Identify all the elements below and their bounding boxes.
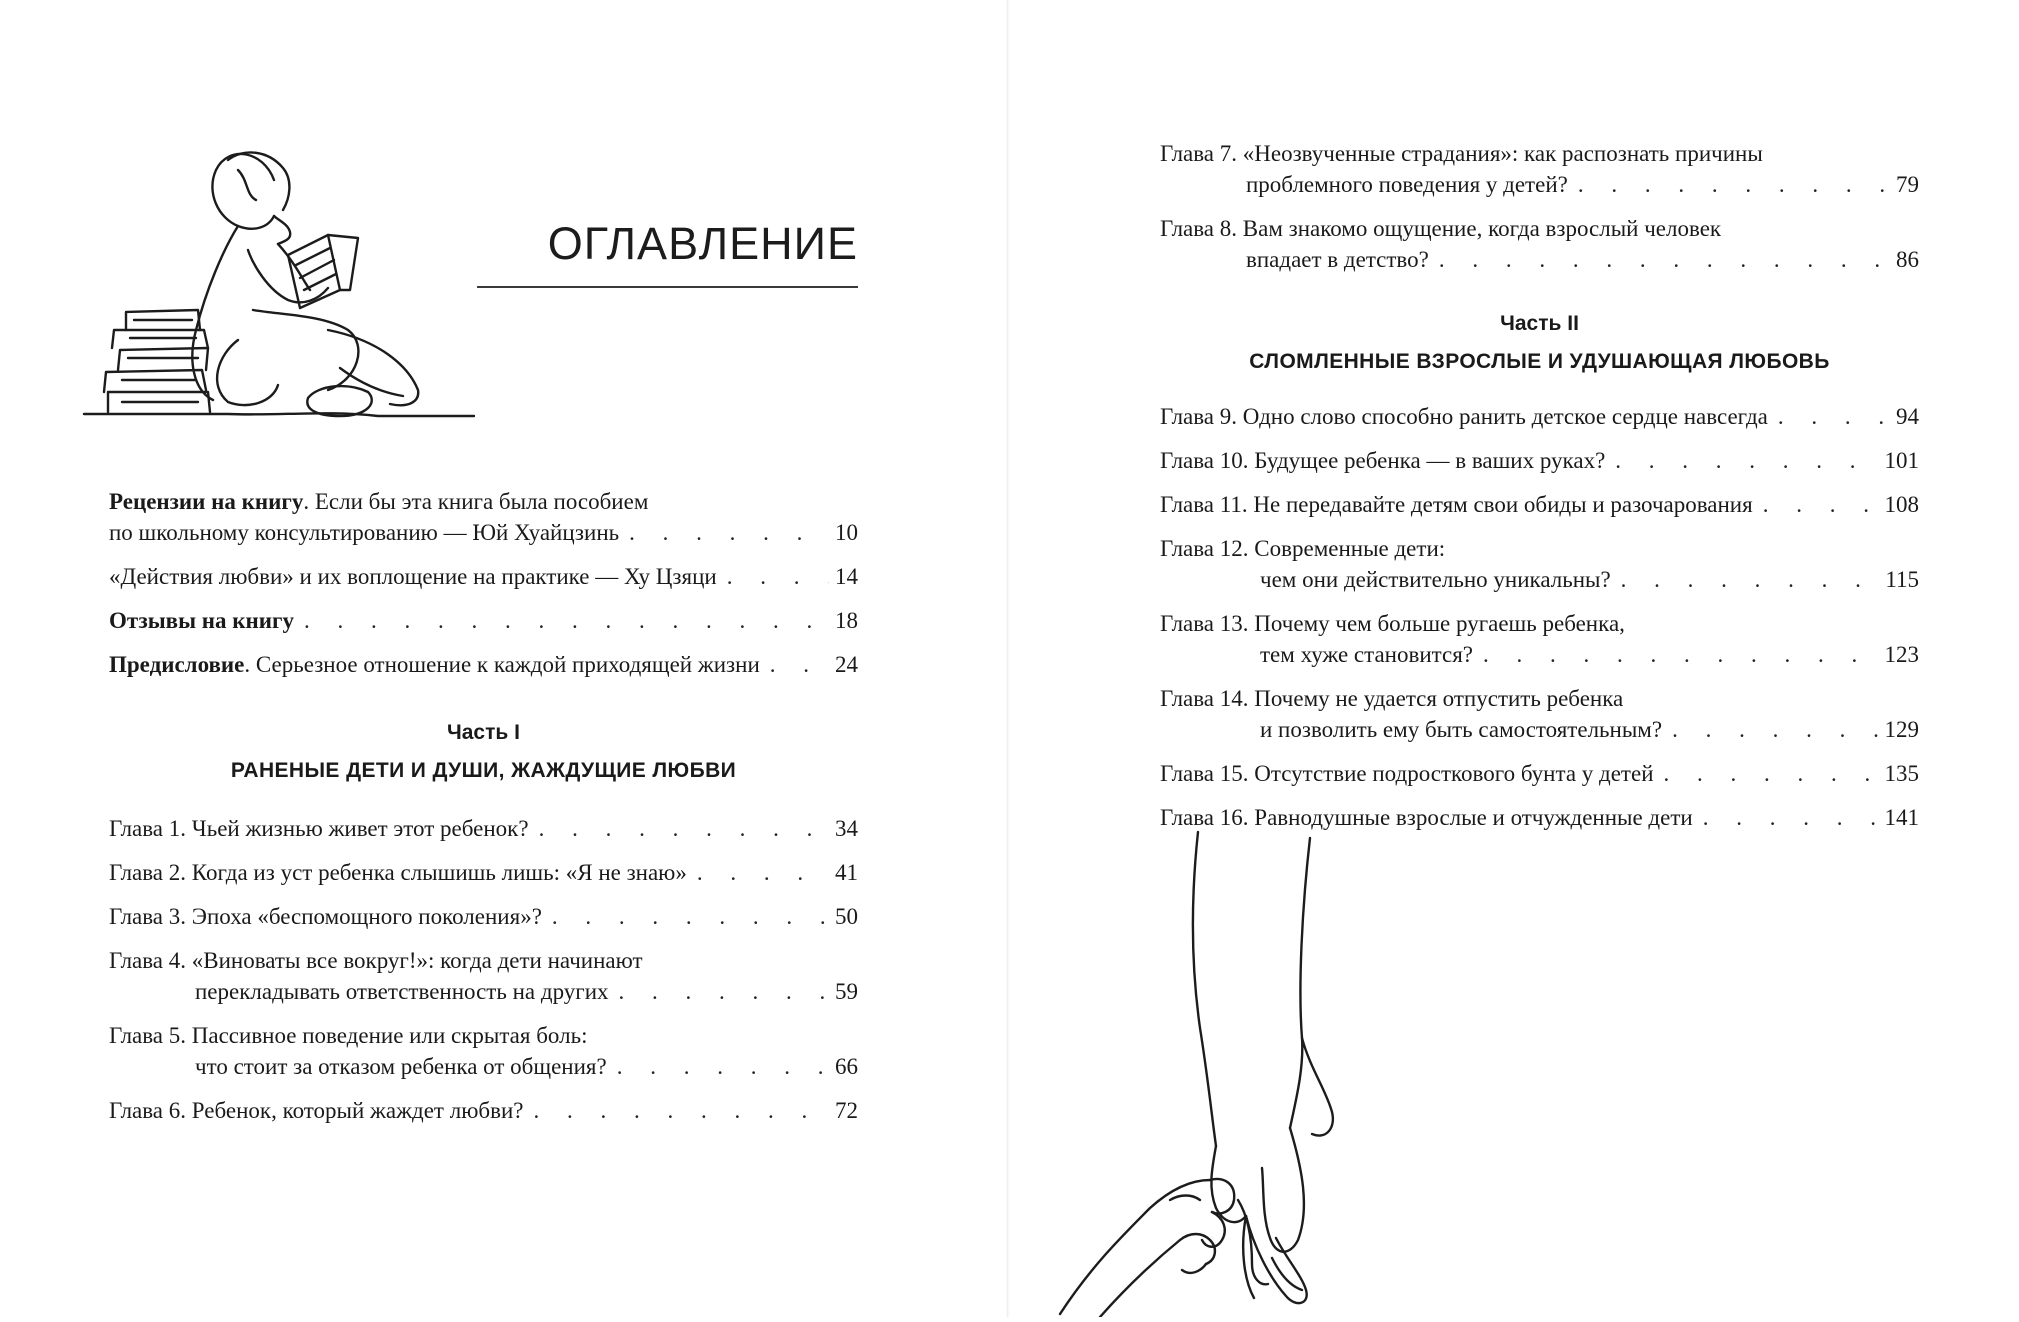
chapter-label: Глава 14. (1160, 686, 1249, 711)
dot-leader (1672, 714, 1878, 745)
entry-text-continued: по школьному консультированию — Юй Хуайцзинь (109, 520, 620, 545)
dot-leader (619, 976, 829, 1007)
chapter-label: Глава 1. (109, 816, 187, 841)
dot-leader (1621, 564, 1880, 595)
page-number: 94 (1896, 404, 1919, 429)
chapter-title: «Виноваты все вокруг!»: когда дети начинают (191, 948, 643, 973)
page-number: 129 (1884, 717, 1919, 742)
toc-entry-feedback[interactable] (109, 605, 858, 636)
dot-leader (304, 605, 829, 636)
chapter-title: Современные дети: (1254, 536, 1446, 561)
toc-entry-chapter-14[interactable] (1160, 683, 1919, 745)
dot-leader (617, 1051, 829, 1082)
chapter-label: Глава 2. (109, 860, 187, 885)
chapter-title-continued: тем хуже становится? (1260, 642, 1473, 667)
chapter-title: Не передавайте детям свои обиды и разочарования (1253, 492, 1753, 517)
page-number: 79 (1896, 172, 1919, 197)
chapter-title: Равнодушные взрослые и отчужденные дети (1254, 805, 1693, 830)
chapter-title: Почему чем больше ругаешь ребенка, (1254, 611, 1625, 636)
page-number: 72 (835, 1098, 858, 1123)
page-number: 59 (835, 979, 858, 1004)
chapter-label: Глава 13. (1160, 611, 1249, 636)
dot-leader (552, 901, 829, 932)
chapter-label: Глава 3. (109, 904, 187, 929)
toc-entry-actions-of-love[interactable] (109, 561, 858, 592)
toc-entry-chapter-6[interactable] (109, 1095, 858, 1126)
entry-bold-label: Предисловие (109, 652, 245, 677)
chapter-title-continued: впадает в детство? (1246, 247, 1429, 272)
chapter-label: Глава 16. (1160, 805, 1249, 830)
chapter-title: Ребенок, который жаждет любви? (191, 1098, 524, 1123)
entry-bold-label: Отзывы на книгу (109, 608, 294, 633)
chapter-label: Глава 6. (109, 1098, 187, 1123)
chapter-title: Чьей жизнью живет этот ребенок? (191, 816, 529, 841)
toc-entry-chapter-4[interactable] (109, 945, 858, 1007)
part2-chapter-list (1160, 401, 1919, 846)
toc-entry-chapter-9[interactable] (1160, 401, 1919, 432)
chapter-label: Глава 8. (1160, 216, 1238, 241)
chapter-label: Глава 12. (1160, 536, 1249, 561)
chapter-label: Глава 9. (1160, 404, 1238, 429)
part1-heading (109, 718, 858, 786)
page-number: 34 (835, 816, 858, 841)
dot-leader (1664, 758, 1879, 789)
chapter-title: Будущее ребенка — в ваших руках? (1254, 448, 1606, 473)
dot-leader (1703, 802, 1879, 833)
chapter-title: Почему не удается отпустить ребенка (1254, 686, 1624, 711)
toc-entry-chapter-3[interactable] (109, 901, 858, 932)
toc-entry-chapter-8[interactable] (1160, 213, 1919, 275)
page-number: 108 (1884, 492, 1919, 517)
toc-entry-chapter-11[interactable] (1160, 489, 1919, 520)
title-rule (477, 286, 858, 288)
page-number: 86 (1896, 247, 1919, 272)
right-page (1010, 0, 2019, 1317)
toc-entry-chapter-1[interactable] (109, 813, 858, 844)
toc-entry-chapter-2[interactable] (109, 857, 858, 888)
chapter-label: Глава 11. (1160, 492, 1248, 517)
chapter-label: Глава 15. (1160, 761, 1249, 786)
chapter-label: Глава 7. (1160, 141, 1238, 166)
part2-heading (1160, 309, 1919, 377)
page-number: 14 (835, 564, 858, 589)
part1-title: РАНЕНЫЕ ДЕТИ И ДУШИ, ЖАЖДУЩИЕ ЛЮБВИ (230, 759, 737, 782)
page-number: 123 (1884, 642, 1919, 667)
toc-entry-chapter-10[interactable] (1160, 445, 1919, 476)
toc-entry-preface[interactable] (109, 649, 858, 680)
page-number: 135 (1884, 761, 1919, 786)
page-number: 66 (835, 1054, 858, 1079)
dot-leader (1763, 489, 1879, 520)
left-page (0, 0, 1008, 1317)
page-number: 101 (1884, 448, 1919, 473)
dot-leader (1778, 401, 1890, 432)
chapter-title-continued: чем они действительно уникальны? (1260, 567, 1611, 592)
chapter-title: Эпоха «беспомощного поколения»? (191, 904, 542, 929)
front-matter-list (109, 486, 858, 693)
page-number: 10 (835, 520, 858, 545)
reading-child-illustration (78, 140, 478, 425)
toc-entry-chapter-7[interactable] (1160, 138, 1919, 200)
chapter-title: Вам знакомо ощущение, когда взрослый человек (1242, 216, 1722, 241)
toc-entry-chapter-15[interactable] (1160, 758, 1919, 789)
toc-entry-reviews[interactable] (109, 486, 858, 548)
page-number: 24 (835, 652, 858, 677)
dot-leader (539, 813, 829, 844)
dot-leader (697, 857, 829, 888)
chapter-title-continued: проблемного поведения у детей? (1246, 172, 1568, 197)
part1-chapter-list (109, 813, 858, 1139)
page-number: 115 (1885, 567, 1919, 592)
toc-entry-chapter-13[interactable] (1160, 608, 1919, 670)
chapter-title: Когда из уст ребенка слышишь лишь: «Я не знаю» (191, 860, 687, 885)
chapter-title: Одно слово способно ранить детское сердце навсегда (1242, 404, 1768, 429)
chapter-title: Отсутствие подросткового бунта у детей (1254, 761, 1654, 786)
page-number: 141 (1884, 805, 1919, 830)
chapter-label: Глава 10. (1160, 448, 1249, 473)
part1-continued-list (1160, 138, 1919, 288)
entry-text: «Действия любви» и их воплощение на практике — Ху Цзяци (109, 564, 717, 589)
dot-leader (533, 1095, 829, 1126)
toc-entry-chapter-5[interactable] (109, 1020, 858, 1082)
dot-leader (629, 517, 829, 548)
page-number: 50 (835, 904, 858, 929)
chapter-title: «Неозвученные страдания»: как распознать причины (1242, 141, 1763, 166)
chapter-label: Глава 4. (109, 948, 187, 973)
chapter-title-continued: и позволить ему быть самостоятельным? (1260, 717, 1663, 742)
toc-entry-chapter-12[interactable] (1160, 533, 1919, 595)
entry-bold-label: Рецензии на книгу (109, 489, 304, 514)
dot-leader (1439, 244, 1890, 275)
part2-number: Часть II (1500, 312, 1579, 335)
dot-leader (727, 561, 829, 592)
dot-leader (1578, 169, 1890, 200)
holding-hands-illustration (1040, 828, 1370, 1317)
page-number: 18 (835, 608, 858, 633)
chapter-title: Пассивное поведение или скрытая боль: (191, 1023, 588, 1048)
chapter-title-continued: что стоит за отказом ребенка от общения? (195, 1054, 607, 1079)
dot-leader (1615, 445, 1878, 476)
page-number: 41 (835, 860, 858, 885)
entry-text: . Если бы эта книга была пособием (303, 489, 649, 514)
chapter-label: Глава 5. (109, 1023, 187, 1048)
part2-title: СЛОМЛЕННЫЕ ВЗРОСЛЫЕ И УДУШАЮЩАЯ ЛЮБОВЬ (1249, 350, 1830, 373)
entry-text: . Серьезное отношение к каждой приходящей жизни (244, 652, 760, 677)
chapter-title-continued: перекладывать ответственность на других (195, 979, 609, 1004)
dot-leader (770, 649, 829, 680)
dot-leader (1483, 639, 1879, 670)
part1-number: Часть I (447, 721, 520, 744)
toc-title: ОГЛАВЛЕНИЕ (547, 218, 858, 269)
